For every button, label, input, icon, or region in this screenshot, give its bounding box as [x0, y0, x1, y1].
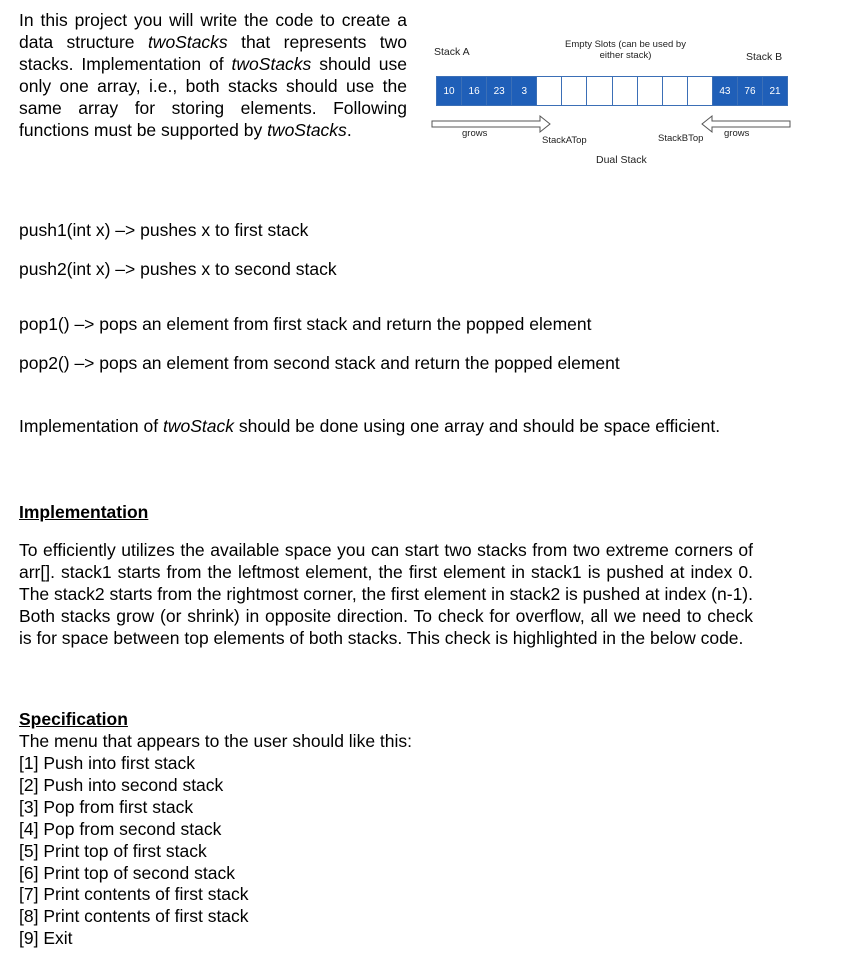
array-cell: 23	[487, 77, 512, 105]
stack-a-label: Stack A	[434, 46, 470, 58]
menu-list	[19, 753, 249, 950]
intro-text-3: should use only one array, i.e., both stacks should use the same array for storing elements. Following functions must be supported by	[19, 54, 407, 140]
grows-left-label: grows	[462, 128, 488, 139]
array-cell-empty	[562, 77, 587, 105]
intro-text-4: .	[346, 120, 352, 140]
menu-item: [5] Print top of first stack	[19, 840, 207, 861]
menu-item: [4] Pop from second stack	[19, 818, 222, 839]
arrow-right-icon	[432, 116, 550, 132]
array-cell: 76	[738, 77, 763, 105]
array-cell-empty	[613, 77, 638, 105]
empty-slots-label	[548, 39, 703, 61]
intro-paragraph	[19, 9, 407, 141]
function-pop1: pop1() –> pops an element from first stack and return the popped element	[19, 314, 592, 334]
menu-item: [9] Exit	[19, 928, 73, 949]
intro-text-2: that represents two stacks. Implementation of	[19, 32, 407, 74]
shared-array	[436, 76, 788, 106]
class-name-twostacks: twoStacks	[267, 120, 347, 140]
grows-right-label: grows	[724, 128, 750, 139]
array-cell-empty	[537, 77, 562, 105]
class-name-twostack: twoStack	[162, 416, 234, 436]
space-efficiency-note: Implementation of twoStack should be done using one array and should be space efficient.	[19, 416, 721, 436]
menu-item: [1] Push into first stack	[19, 753, 196, 773]
empty-slots-line-1: Empty Slots (can be used by	[565, 39, 686, 50]
implementation-heading: Implementation	[19, 502, 149, 522]
implementation-text: To efficiently utilizes the available space you can start two stacks from two extreme corners of arr[]. stack1 starts from the leftmost element, the first element in stack1 is pushed at index 0. The stack2 starts from the rightmost corner, the first element in stack2 is pushed at index (n-1). Both stacks grow (or shrink) in opposite direction. To check for overflow, all we need to check is for space between top elements of both stacks. This check is highlighted in the below code.	[19, 540, 753, 648]
menu-item: [3] Pop from first stack	[19, 796, 194, 817]
menu-intro: The menu that appears to the user should like this:	[19, 731, 413, 751]
array-cell: 43	[713, 77, 738, 105]
function-push1: push1(int x) –> pushes x to first stack	[19, 220, 309, 240]
array-cell-empty	[587, 77, 612, 105]
menu-item: [7] Print contents of first stack	[19, 884, 249, 905]
menu-item: [2] Push into second stack	[19, 774, 224, 795]
array-cell: 10	[437, 77, 462, 105]
array-cell-empty	[688, 77, 713, 105]
array-cell: 16	[462, 77, 487, 105]
diagram-caption: Dual Stack	[596, 154, 647, 166]
stack-b-label: Stack B	[746, 51, 783, 63]
class-name-twostacks: twoStacks	[231, 54, 312, 74]
array-cell: 3	[512, 77, 537, 105]
intro-text-1: In this project you will write the code to create a data structure	[19, 10, 407, 52]
dual-stack-diagram	[428, 34, 796, 174]
function-pop2: pop2() –> pops an element from second stack and return the popped element	[19, 353, 620, 373]
menu-item: [6] Print top of second stack	[19, 862, 235, 883]
stack-a-top-label: StackATop	[542, 135, 587, 146]
array-cell-empty	[638, 77, 663, 105]
stack-b-top-label: StackBTop	[658, 133, 704, 144]
array-cell: 21	[763, 77, 787, 105]
specification-heading: Specification	[19, 709, 128, 729]
class-name-twostacks: twoStacks	[147, 32, 228, 52]
array-cell-empty	[663, 77, 688, 105]
empty-slots-line-2: either stack)	[599, 50, 652, 61]
menu-item: [8] Print contents of first stack	[19, 906, 249, 927]
function-push2: push2(int x) –> pushes x to second stack	[19, 259, 337, 279]
